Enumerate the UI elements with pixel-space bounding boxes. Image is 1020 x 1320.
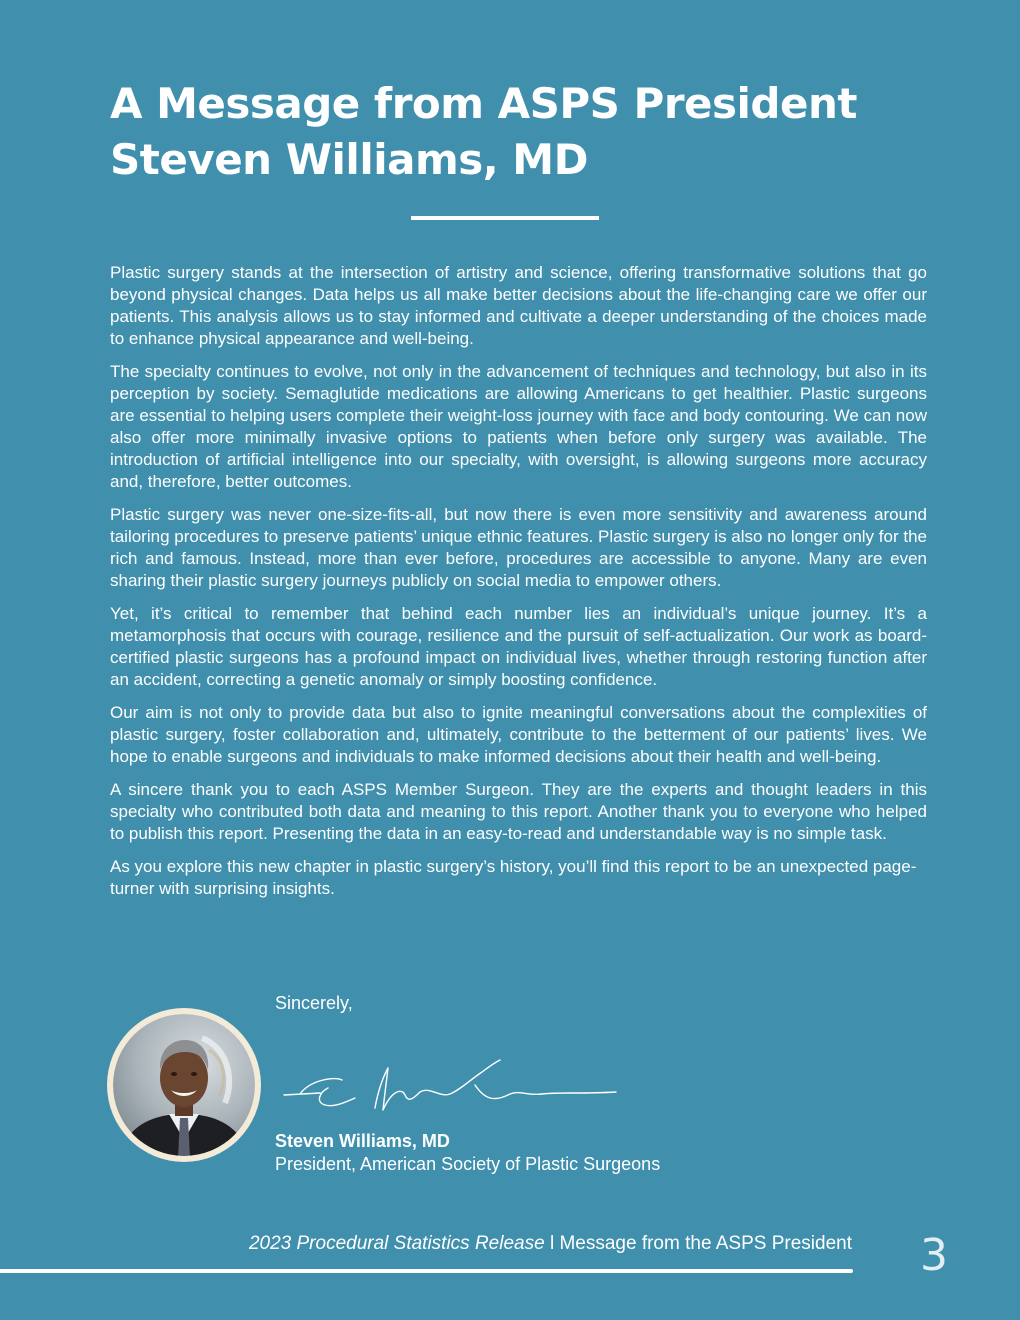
portrait-image: [107, 1008, 261, 1162]
paragraph-1: Plastic surgery stands at the intersection of artistry and science, offering transformative solutions that go beyond physical changes. Data helps us all make better decisions about the life-changing care we offer our patients. This analysis allows us to stay informed and cultivate a deeper understanding of the choices made to enhance physical appearance and well-being.: [110, 263, 927, 348]
paragraph-7: As you explore this new chapter in plastic surgery’s history, you’ll find this report to be an unexpected page-turner with surprising insights.: [110, 857, 917, 898]
paragraph-5: Our aim is not only to provide data but also to ignite meaningful conversations about the complexities of plastic surgery, foster collaboration and, ultimately, contribute to the betterment of our patients’ lives. We hope to enable surgeons and individuals to make informed decisions about their health and well-being.: [110, 703, 927, 766]
paragraph-4: Yet, it’s critical to remember that behind each number lies an individual’s unique journey. It’s a metamorphosis that occurs with courage, resilience and the pursuit of self-actualization. Our work as board-certified plastic surgeons has a profound impact on individual lives, whether through restoring function after an accident, correcting a genetic anomaly or simply boosting confidence.: [110, 604, 927, 689]
footer-report-name: 2023 Procedural Statistics Release: [248, 1233, 545, 1254]
page-title-line-2: Steven Williams, MD: [110, 135, 588, 184]
president-portrait: [107, 1008, 261, 1162]
letter-body: [110, 262, 927, 911]
page-title-line-1: A Message from ASPS President: [110, 79, 857, 128]
paragraph-2: The specialty continues to evolve, not only in the advancement of techniques and technology, but also in its perception by society. Semaglutide medications are allowing Americans to get healthier. Plastic surgeons are essential to helping users complete their weight-loss journey with face and body contouring. We can now also offer more minimally invasive options to patients when before only surgery was available. The introduction of artificial intelligence into our specialty, with oversight, is allowing surgeons more accuracy and, therefore, better outcomes.: [110, 362, 927, 491]
paragraph-3: Plastic surgery was never one-size-fits-all, but now there is even more sensitivity and awareness around tailoring procedures to preserve patients’ unique ethnic features. Plastic surgery is also no longer only for the rich and famous. Instead, more than ever before, procedures are accessible to anyone. Many are even sharing their plastic surgery journeys publicly on social media to empower others.: [110, 505, 927, 590]
signer-name: Steven Williams, MD: [275, 1131, 450, 1151]
page-title: [110, 76, 930, 188]
signature-image: [280, 1050, 620, 1120]
footer-section: Message from the ASPS President: [559, 1233, 852, 1254]
title-divider: [411, 216, 599, 220]
footer-separator: l: [544, 1233, 560, 1254]
page-number: 3: [920, 1230, 948, 1281]
paragraph-6: A sincere thank you to each ASPS Member Surgeon. They are the experts and thought leaders in this specialty who contributed both data and meaning to this report. Another thank you to everyone who helped to publish this report. Presenting the data in an easy-to-read and understandable way is no simple task.: [110, 780, 927, 843]
closing-salutation: Sincerely,: [275, 993, 353, 1013]
signer-title: President, American Society of Plastic Surgeons: [275, 1154, 661, 1174]
footer-divider: [0, 1269, 853, 1273]
footer-caption: [249, 1231, 852, 1257]
